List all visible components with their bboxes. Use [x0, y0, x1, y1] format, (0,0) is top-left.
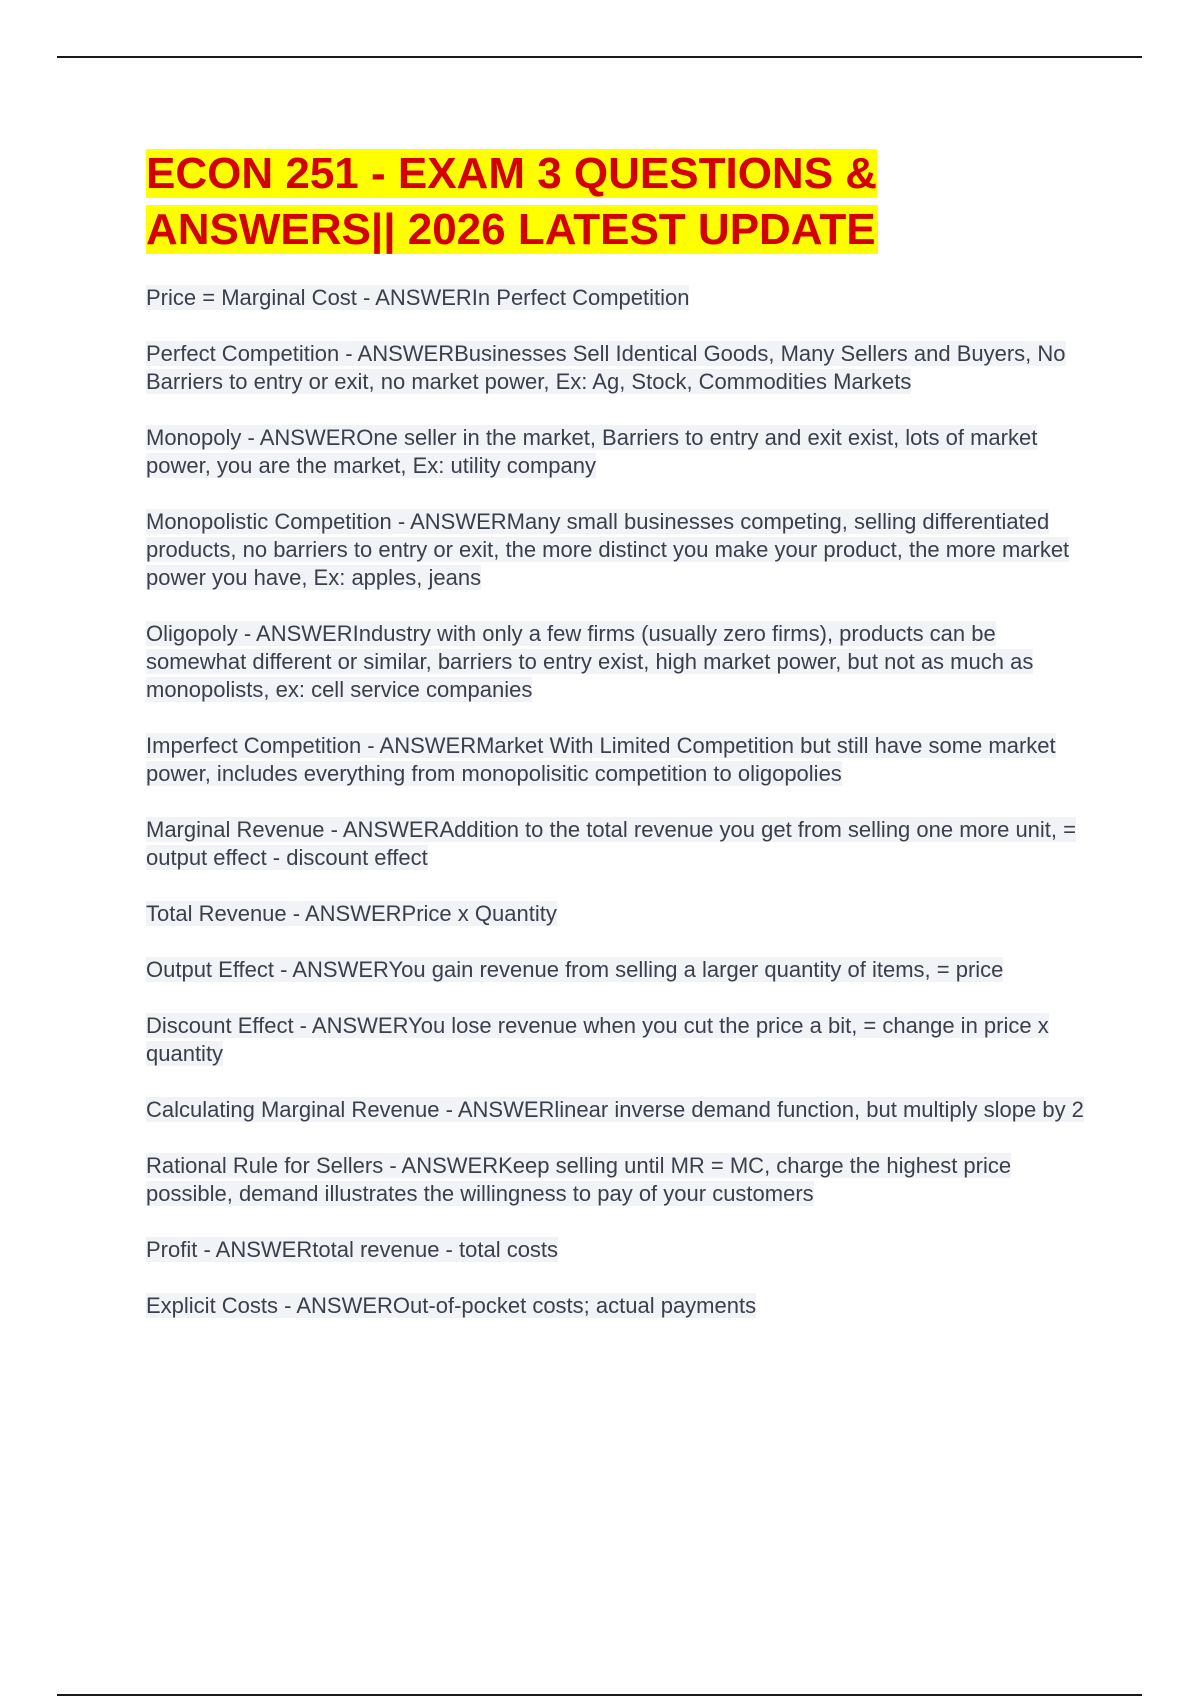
document-title-text: ECON 251 - EXAM 3 QUESTIONS & ANSWERS|| 2026 LATEST UPDATE — [146, 149, 878, 254]
qa-item — [146, 284, 1086, 312]
qa-item — [146, 508, 1086, 592]
qa-item — [146, 732, 1086, 788]
qa-item — [146, 1096, 1086, 1124]
qa-item-text: Calculating Marginal Revenue - ANSWERlinear inverse demand function, but multiply slope by 2 — [146, 1097, 1084, 1122]
qa-item-text: Oligopoly - ANSWERIndustry with only a few firms (usually zero firms), products can be somewhat different or similar, barriers to entry exist, high market power, but not as much as monopolists, ex: cell service companies — [146, 621, 1034, 702]
qa-item — [146, 424, 1086, 480]
qa-item-text: Price = Marginal Cost - ANSWERIn Perfect Competition — [146, 285, 690, 310]
qa-item-text: Profit - ANSWERtotal revenue - total costs — [146, 1237, 559, 1262]
qa-item-text: Perfect Competition - ANSWERBusinesses Sell Identical Goods, Many Sellers and Buyers, No Barriers to entry or exit, no market power, Ex: Ag, Stock, Commodities Markets — [146, 341, 1066, 394]
qa-item — [146, 900, 1086, 928]
document-body — [146, 146, 1086, 1348]
document-title — [146, 146, 1086, 258]
qa-item-text: Explicit Costs - ANSWEROut-of-pocket costs; actual payments — [146, 1293, 757, 1318]
qa-item-text: Discount Effect - ANSWERYou lose revenue when you cut the price a bit, = change in price x quantity — [146, 1013, 1049, 1066]
qa-item — [146, 340, 1086, 396]
qa-item-text: Total Revenue - ANSWERPrice x Quantity — [146, 901, 557, 926]
top-rule — [57, 56, 1142, 58]
qa-item — [146, 620, 1086, 704]
qa-item — [146, 816, 1086, 872]
qa-item-text: Marginal Revenue - ANSWERAddition to the total revenue you get from selling one more unit, = output effect - discount effect — [146, 817, 1076, 870]
qa-item-text: Rational Rule for Sellers - ANSWERKeep selling until MR = MC, charge the highest price possible, demand illustrates the willingness to pay of your customers — [146, 1153, 1012, 1206]
qa-item — [146, 1292, 1086, 1320]
qa-item-text: Imperfect Competition - ANSWERMarket With Limited Competition but still have some market power, includes everything from monopolisitic competition to oligopolies — [146, 733, 1056, 786]
qa-item — [146, 1152, 1086, 1208]
qa-item-text: Output Effect - ANSWERYou gain revenue from selling a larger quantity of items, = price — [146, 957, 1004, 982]
bottom-rule — [57, 1694, 1142, 1696]
qa-item-text: Monopoly - ANSWEROne seller in the market, Barriers to entry and exit exist, lots of market power, you are the market, Ex: utility company — [146, 425, 1038, 478]
qa-item — [146, 956, 1086, 984]
qa-list — [146, 284, 1086, 1320]
qa-item — [146, 1012, 1086, 1068]
qa-item-text: Monopolistic Competition - ANSWERMany small businesses competing, selling differentiated products, no barriers to entry or exit, the more distinct you make your product, the more market power you have, Ex: apples, jeans — [146, 509, 1070, 590]
qa-item — [146, 1236, 1086, 1264]
